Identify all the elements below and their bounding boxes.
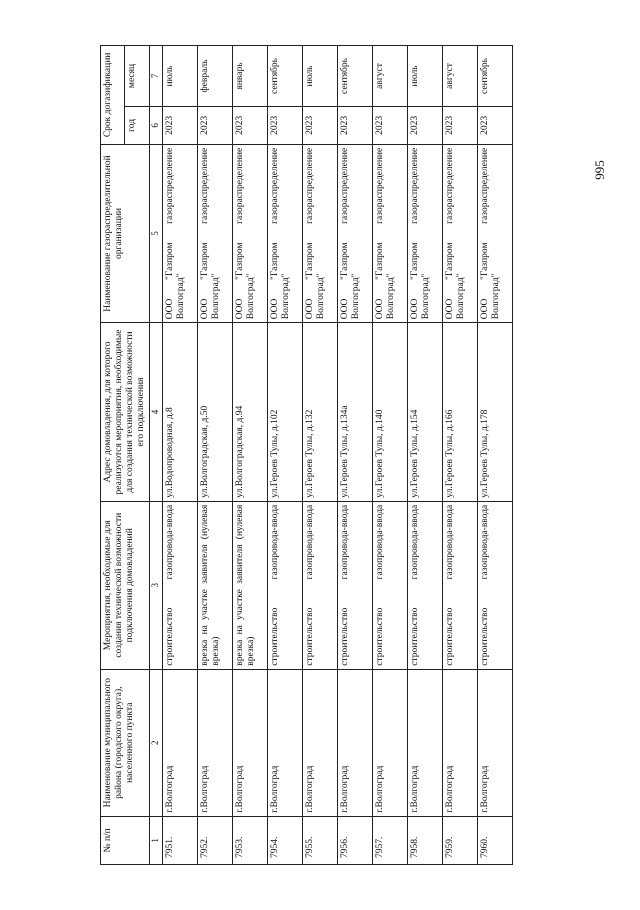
table-row (232, 46, 267, 865)
cell-area: г.Волгоград (162, 669, 197, 816)
cell-org: ООО "Газпром газораспределение Волгоград" (372, 144, 407, 322)
column-index-row (149, 46, 162, 865)
header-works: Мероприятия, необходимые для создания технической возможности подключения домовладений (101, 501, 150, 669)
cell-org: ООО "Газпром газораспределение Волгоград" (337, 144, 372, 322)
cell-org: ООО "Газпром газораспределение Волгоград" (162, 144, 197, 322)
cell-year: 2023 (197, 106, 232, 144)
cell-year: 2023 (407, 106, 442, 144)
cell-area: г.Волгоград (267, 669, 302, 816)
header-deadline: Срок догазификации (101, 46, 125, 145)
cell-area: г.Волгоград (302, 669, 337, 816)
cell-works: строительство газопровода-ввода (442, 501, 477, 669)
cell-works: строительство газопровода-ввода (302, 501, 337, 669)
cell-year: 2023 (372, 106, 407, 144)
cell-works: врезка на участке заявителя (нулевая врезка) (232, 501, 267, 669)
cell-year: 2023 (162, 106, 197, 144)
cell-org: ООО "Газпром газораспределение Волгоград" (407, 144, 442, 322)
cell-area: г.Волгоград (407, 669, 442, 816)
cell-works: строительство газопровода-ввода (162, 501, 197, 669)
header-area: Наименование муниципального района (городского округа), населенного пункта (101, 669, 150, 816)
cell-address: ул.Героев Тулы, д.134а (337, 323, 372, 501)
cell-num: 7956. (337, 816, 372, 864)
cell-num: 7951. (162, 816, 197, 864)
table-row (407, 46, 442, 865)
cell-year: 2023 (302, 106, 337, 144)
cell-address: ул.Героев Тулы, д.166 (442, 323, 477, 501)
cell-year: 2023 (232, 106, 267, 144)
cell-org: ООО "Газпром газораспределение Волгоград" (197, 144, 232, 322)
cell-area: г.Волгоград (337, 669, 372, 816)
cell-address: ул.Героев Тулы, д.178 (477, 323, 512, 501)
cell-month: июль (407, 46, 442, 107)
cell-month: сентябрь (267, 46, 302, 107)
cell-area: г.Волгоград (442, 669, 477, 816)
cell-num: 7958. (407, 816, 442, 864)
cell-works: строительство газопровода-ввода (267, 501, 302, 669)
cell-org: ООО "Газпром газораспределение Волгоград" (442, 144, 477, 322)
table-row (162, 46, 197, 865)
cell-address: ул.Водопроводная, д.8 (162, 323, 197, 501)
cell-area: г.Волгоград (232, 669, 267, 816)
cell-year: 2023 (267, 106, 302, 144)
column-index-cell: 4 (149, 323, 162, 501)
cell-year: 2023 (442, 106, 477, 144)
cell-month: февраль (197, 46, 232, 107)
cell-works: врезка на участке заявителя (нулевая врезка) (197, 501, 232, 669)
document-sheet (100, 45, 580, 865)
cell-address: ул.Героев Тулы, д.102 (267, 323, 302, 501)
column-index-cell: 5 (149, 144, 162, 322)
cell-works: строительство газопровода-ввода (477, 501, 512, 669)
cell-org: ООО "Газпром газораспределение Волгоград" (232, 144, 267, 322)
table-row (337, 46, 372, 865)
cell-year: 2023 (477, 106, 512, 144)
cell-address: ул.Волгоградская, д.94 (232, 323, 267, 501)
cell-num: 7960. (477, 816, 512, 864)
header-month: месяц (125, 46, 149, 107)
table-row (442, 46, 477, 865)
cell-address: ул.Героев Тулы, д.140 (372, 323, 407, 501)
cell-address: ул.Волгоградская, д.50 (197, 323, 232, 501)
cell-works: строительство газопровода-ввода (407, 501, 442, 669)
cell-area: г.Волгоград (197, 669, 232, 816)
cell-num: 7953. (232, 816, 267, 864)
table-row (477, 46, 512, 865)
column-index-cell: 6 (149, 106, 162, 144)
cell-month: июль (302, 46, 337, 107)
table-body (162, 46, 512, 865)
cell-num: 7957. (372, 816, 407, 864)
header-year: год (125, 106, 149, 144)
header-address: Адрес домовладения, для которого реализуются мероприятия, необходимые для создания технической возможности его подключения (101, 323, 150, 501)
cell-num: 7952. (197, 816, 232, 864)
cell-org: ООО "Газпром газораспределение Волгоград" (302, 144, 337, 322)
cell-month: январь (232, 46, 267, 107)
column-index-cell: 7 (149, 46, 162, 107)
header-org: Наименование газораспределительной организации (101, 144, 150, 322)
cell-address: ул.Героев Тулы, д.154 (407, 323, 442, 501)
cell-month: сентябрь (477, 46, 512, 107)
cell-address: ул.Героев Тулы, д.132 (302, 323, 337, 501)
cell-num: 7955. (302, 816, 337, 864)
page-number: 995 (592, 160, 607, 180)
cell-month: август (442, 46, 477, 107)
cell-works: строительство газопровода-ввода (337, 501, 372, 669)
cell-month: сентябрь (337, 46, 372, 107)
cell-month: июль (162, 46, 197, 107)
column-index-cell: 1 (149, 816, 162, 864)
cell-org: ООО "Газпром газораспределение Волгоград" (477, 144, 512, 322)
table-row (302, 46, 337, 865)
cell-month: август (372, 46, 407, 107)
header-num: № п/п (101, 816, 150, 864)
cell-area: г.Волгоград (372, 669, 407, 816)
table-row (372, 46, 407, 865)
column-index-cell: 3 (149, 501, 162, 669)
cell-num: 7954. (267, 816, 302, 864)
cell-area: г.Волгоград (477, 669, 512, 816)
column-index-cell: 2 (149, 669, 162, 816)
table-row (197, 46, 232, 865)
cell-works: строительство газопровода-ввода (372, 501, 407, 669)
cell-num: 7959. (442, 816, 477, 864)
cell-year: 2023 (337, 106, 372, 144)
cell-org: ООО "Газпром газораспределение Волгоград" (267, 144, 302, 322)
table-row (267, 46, 302, 865)
gasification-table (100, 45, 513, 865)
